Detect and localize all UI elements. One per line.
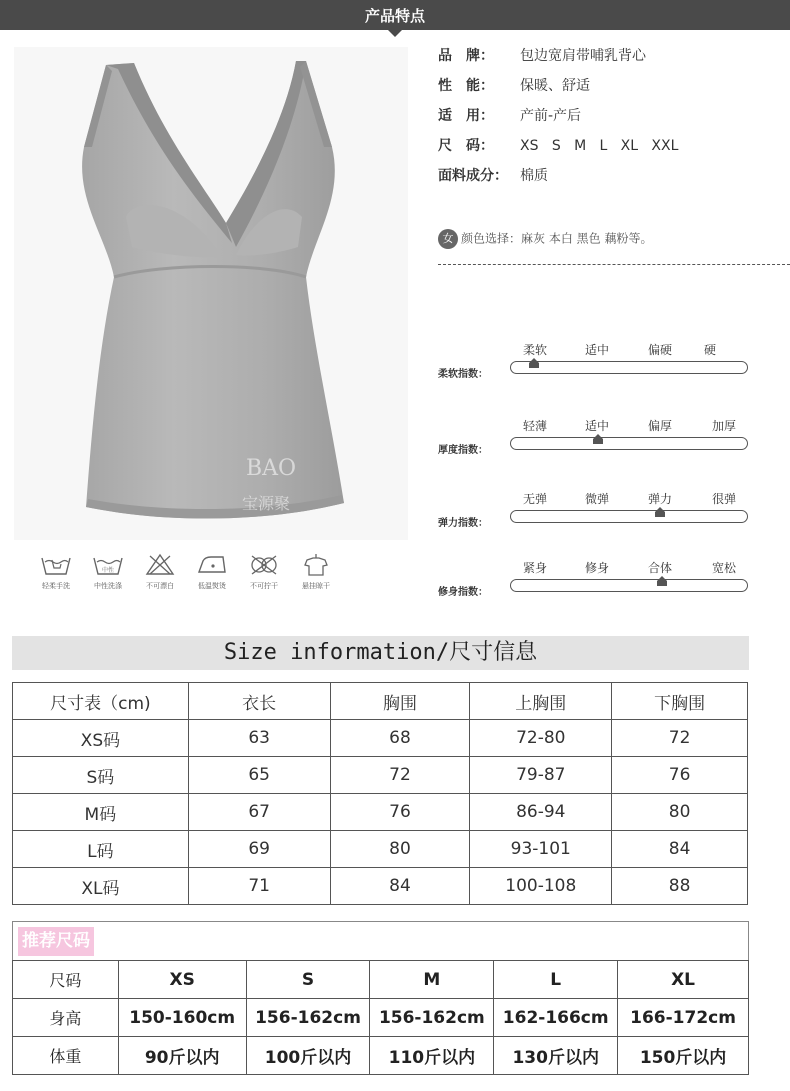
care-instructions <box>28 552 348 602</box>
spec-key: 适 用： <box>438 108 494 124</box>
scale-marker-icon <box>655 507 665 517</box>
spec-performance <box>438 75 590 95</box>
scale-option: 宽松 <box>712 561 737 575</box>
table-cell: 身高 <box>13 999 119 1037</box>
table-row <box>13 757 748 794</box>
table-cell: 67 <box>188 794 330 831</box>
scale-track <box>510 579 748 592</box>
header-cell: XL <box>618 961 749 999</box>
scale-marker-icon <box>593 434 603 444</box>
hang-dry-icon <box>299 552 333 576</box>
care-item-hand-wash <box>28 552 84 591</box>
spec-sizes <box>438 135 678 155</box>
female-badge-icon: 女 <box>438 229 458 249</box>
scale-elasticity <box>438 490 758 540</box>
scale-option: 微弹 <box>585 492 610 506</box>
scale-track <box>510 437 748 450</box>
table-cell: 80 <box>330 831 470 868</box>
table-cell: 100斤以内 <box>246 1037 370 1075</box>
table-cell: 72 <box>612 720 748 757</box>
spec-key: 品 牌： <box>438 48 494 64</box>
table-cell: 63 <box>188 720 330 757</box>
scale-name: 修身指数： <box>438 587 488 598</box>
product-photo <box>14 47 408 540</box>
no-wring-icon <box>247 552 281 576</box>
recommend-header-row <box>13 961 749 999</box>
care-item-no-bleach <box>132 552 188 591</box>
scale-option: 柔软 <box>523 343 548 357</box>
page-title: 产品特点 <box>364 7 425 25</box>
spec-value: XS S M L XL XXL <box>520 138 679 154</box>
table-cell: 156-162cm <box>246 999 370 1037</box>
table-cell: 71 <box>188 868 330 905</box>
recommend-table <box>12 960 749 1075</box>
spec-key: 性 能： <box>438 78 494 94</box>
care-label: 中性洗涤 <box>94 582 122 590</box>
care-item-neutral-wash <box>80 552 136 591</box>
care-label: 轻柔手洗 <box>42 582 70 590</box>
table-cell: XL码 <box>13 868 189 905</box>
table-cell: S码 <box>13 757 189 794</box>
scale-option: 紧身 <box>523 561 548 575</box>
scale-option: 合体 <box>648 561 673 575</box>
spec-fabric <box>438 165 548 185</box>
table-cell: 110斤以内 <box>370 1037 494 1075</box>
tank-top-illustration <box>14 47 408 540</box>
table-cell: 162-166cm <box>494 999 618 1037</box>
scale-marker-icon <box>529 358 539 368</box>
low-iron-icon <box>195 552 229 576</box>
table-cell: 80 <box>612 794 748 831</box>
spec-key: 面料成分： <box>438 168 508 184</box>
header-notch <box>388 30 402 37</box>
scale-track <box>510 361 748 374</box>
table-cell: 100-108 <box>470 868 612 905</box>
size-info-title: Size information/尺寸信息 <box>12 636 749 670</box>
table-cell: 79-87 <box>470 757 612 794</box>
table-cell: 84 <box>612 831 748 868</box>
table-cell: 69 <box>188 831 330 868</box>
color-text: 颜色选择：麻灰 本白 黑色 藕粉等。 <box>461 231 653 246</box>
scale-option: 偏厚 <box>648 419 673 433</box>
scale-option: 偏硬 <box>648 343 673 357</box>
scale-option: 轻薄 <box>523 419 548 433</box>
header-cell: 尺寸表（cm) <box>13 683 189 720</box>
header-cell: XS <box>118 961 246 999</box>
no-bleach-icon <box>143 552 177 576</box>
table-cell: 65 <box>188 757 330 794</box>
scale-thickness <box>438 417 758 467</box>
table-cell: 156-162cm <box>370 999 494 1037</box>
table-cell: 90斤以内 <box>118 1037 246 1075</box>
header-bar <box>0 0 790 30</box>
size-table <box>12 682 748 905</box>
table-row <box>13 999 749 1037</box>
header-cell: 下胸围 <box>612 683 748 720</box>
table-cell: 76 <box>330 794 470 831</box>
care-label: 低温熨烫 <box>198 582 226 590</box>
recommend-title-box <box>12 921 749 961</box>
table-cell: 150-160cm <box>118 999 246 1037</box>
table-row <box>13 868 748 905</box>
table-cell: 84 <box>330 868 470 905</box>
table-row <box>13 1037 749 1075</box>
recommend-title: 推荐尺码 <box>18 927 94 956</box>
spec-key: 尺 码： <box>438 138 494 154</box>
table-cell: 68 <box>330 720 470 757</box>
table-cell: M码 <box>13 794 189 831</box>
scale-option: 无弹 <box>523 492 548 506</box>
table-cell: 150斤以内 <box>618 1037 749 1075</box>
spec-value: 产前-产后 <box>520 108 582 124</box>
scale-name: 柔软指数： <box>438 369 488 380</box>
spec-value: 包边宽肩带哺乳背心 <box>520 48 646 64</box>
care-label: 悬挂晾干 <box>302 582 330 590</box>
table-cell: 体重 <box>13 1037 119 1075</box>
table-row <box>13 794 748 831</box>
spec-value: 保暖、舒适 <box>520 78 590 94</box>
scale-marker-icon <box>657 576 667 586</box>
watermark-brand: 宝源聚 <box>242 494 291 513</box>
scale-option: 修身 <box>585 561 610 575</box>
table-cell: L码 <box>13 831 189 868</box>
scale-name: 弹力指数： <box>438 518 488 529</box>
scale-option: 加厚 <box>712 419 737 433</box>
neutral-detergent-icon <box>91 552 125 576</box>
table-cell: 166-172cm <box>618 999 749 1037</box>
scale-option: 适中 <box>585 343 610 357</box>
scale-name: 厚度指数： <box>438 445 488 456</box>
header-cell: 尺码 <box>13 961 119 999</box>
care-label: 不可漂白 <box>146 582 174 590</box>
table-cell: 88 <box>612 868 748 905</box>
hand-wash-icon <box>39 552 73 576</box>
scale-softness <box>438 341 758 391</box>
table-row <box>13 720 748 757</box>
dashed-divider <box>438 264 790 265</box>
header-cell: 衣长 <box>188 683 330 720</box>
scale-option: 硬 <box>704 343 717 357</box>
spec-value: 棉质 <box>520 168 548 184</box>
color-selection <box>438 229 652 249</box>
neutral-mark: 中性 <box>102 567 115 574</box>
scale-option: 弹力 <box>648 492 673 506</box>
table-cell: 76 <box>612 757 748 794</box>
care-label: 不可拧干 <box>250 582 278 590</box>
scale-option: 适中 <box>585 419 610 433</box>
header-cell: M <box>370 961 494 999</box>
header-cell: S <box>246 961 370 999</box>
care-item-hang-dry <box>288 552 344 591</box>
scale-track <box>510 510 748 523</box>
scale-fit <box>438 559 758 609</box>
table-cell: 130斤以内 <box>494 1037 618 1075</box>
table-cell: 93-101 <box>470 831 612 868</box>
header-cell: L <box>494 961 618 999</box>
care-item-no-wring <box>236 552 292 591</box>
watermark-bao: BAO <box>246 456 297 481</box>
header-cell: 胸围 <box>330 683 470 720</box>
table-cell: 86-94 <box>470 794 612 831</box>
table-cell: 72 <box>330 757 470 794</box>
size-table-header <box>13 683 748 720</box>
table-cell: 72-80 <box>470 720 612 757</box>
spec-brand <box>438 45 646 65</box>
spec-applicable <box>438 105 581 125</box>
table-row <box>13 831 748 868</box>
scale-option: 很弹 <box>712 492 737 506</box>
table-cell: XS码 <box>13 720 189 757</box>
header-cell: 上胸围 <box>470 683 612 720</box>
care-item-low-iron <box>184 552 240 591</box>
